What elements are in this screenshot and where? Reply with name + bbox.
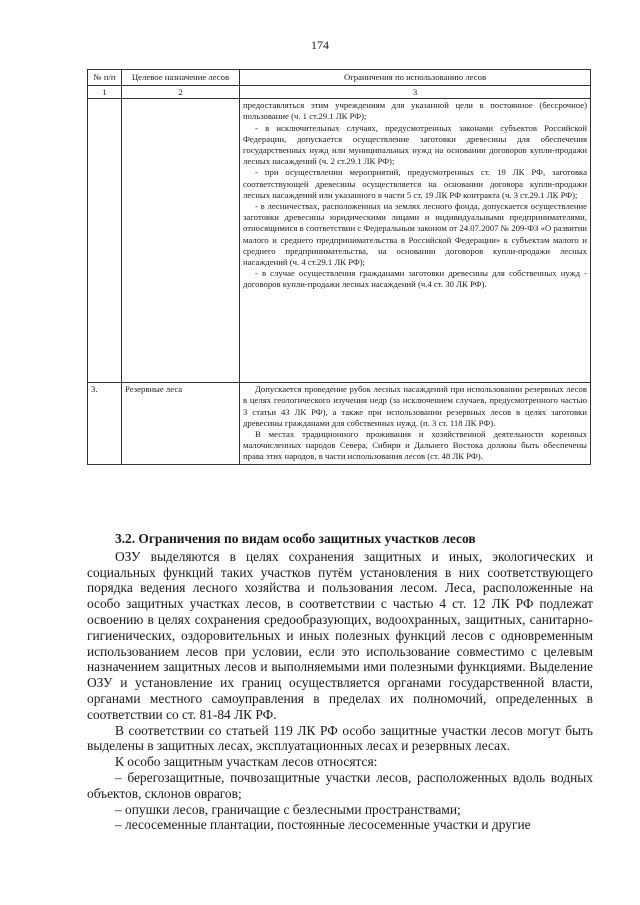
column-number: 1 bbox=[88, 86, 122, 99]
list-item: – опушки лесов, граничащие с безлесными пространствами; bbox=[115, 801, 461, 817]
restriction-paragraph: Допускается проведение рубок лесных насаждений при использовании резервных лесов в целях геологического изучения недр (за исключением случаев, предусмотренного частью 3 статьи 43 ЛК РФ), а также при использовании резервных лесов в целях заготовки древесины гражданами для собственных нужд. (п. 3 ст. 118 ЛК РФ). bbox=[243, 384, 587, 428]
row-purpose: Резервные леса bbox=[122, 383, 240, 464]
column-number-row bbox=[88, 86, 591, 99]
restriction-paragraph: В местах традиционного проживания и хозяйственной деятельности коренных малочисленных народов Севера, Сибири и Дальнего Востока должны быть обеспечены права этих народов, в части использования лесов (ст. 48 ЛК РФ). bbox=[243, 429, 587, 462]
row-restrictions bbox=[240, 383, 591, 464]
row-restrictions bbox=[240, 99, 591, 383]
page-number: 174 bbox=[311, 38, 329, 52]
header-restrictions: Ограничения по использованию лесов bbox=[240, 70, 591, 86]
table-header-row bbox=[88, 70, 591, 86]
restriction-paragraph: - в исключительных случаях, предусмотренных законами субъектов Российской Федерации, допускается осуществление заготовки древесины для обеспечения государственных нужд или муниципальных нужд на основании договоров купли-продажи лесных насаждений (ч. 2 ст.29.1 ЛК РФ); bbox=[243, 122, 587, 167]
restriction-paragraph: - в случае осуществления гражданами заготовки древесины для собственных нужд - договоров купли-продажи лесных насаждений (ч.4 ст. 30 ЛК РФ). bbox=[243, 268, 587, 290]
header-num: № п/п bbox=[88, 70, 122, 86]
table-row bbox=[88, 99, 591, 383]
column-number: 3 bbox=[240, 86, 591, 99]
row-purpose bbox=[122, 99, 240, 383]
section-heading: 3.2. Ограничения по видам особо защитных участков лесов bbox=[115, 531, 476, 546]
section-paragraph: ОЗУ выделяются в целях сохранения защитных и иных, экологических и социальных функций таких участков путём установления в них соответствующего порядка ведения лесного хозяйства и пользования лесом. Леса, расположенные на особо защитных участках лесов, в соответствии с частью 4 ст. 12 ЛК РФ подлежат освоению в целях сохранения средообразующих, водоохранных, защитных, санитарно-гигиенических, оздоровительных и иных полезных функций лесов с одновременным использованием лесов при условии, если это использование совместимо с целевым назначением защитных лесов и выполняемыми ими полезными функциями. Выделение ОЗУ и установление их границ осуществляется органами государственной власти, органами местного самоуправления в пределах их полномочий, определенных в соответствии со ст. 81-84 ЛК РФ. bbox=[87, 548, 593, 722]
list-item: – берегозащитные, почвозащитные участки лесов, расположенных вдоль водных объектов, склонов оврагов; bbox=[87, 769, 593, 801]
restrictions-table bbox=[87, 69, 591, 465]
row-num: 3. bbox=[88, 383, 122, 464]
table-row bbox=[88, 383, 591, 464]
section-body bbox=[87, 531, 593, 833]
section-paragraph: К особо защитным участкам лесов относятся: bbox=[115, 754, 378, 770]
header-purpose: Целевое назначение лесов bbox=[122, 70, 240, 86]
restriction-paragraph: - при осуществлении мероприятий, предусмотренных ст. 19 ЛК РФ, заготовка соответствующей древесины осуществляется на основании договора купли-продажи лесных насаждений или указанного в части 5 ст. 19 ЛК РФ контракта (ч. 3 ст.29.1 ЛК РФ); bbox=[243, 167, 587, 200]
restriction-paragraph: предоставляться этим учреждениям для указанной цели в постоянное (бессрочное) пользование (ч. 1 ст.29.1 ЛК РФ); bbox=[243, 100, 587, 122]
row-num bbox=[88, 99, 122, 383]
restriction-paragraph: - в лесничествах, расположенных на землях лесного фонда, допускается осуществление заготовки древесины юридическими лицами и индивидуальными предпринимателями, относящимися в соответствии с Федеральным законом от 24.07.2007 № 209-ФЗ «О развитии малого и среднего предпринимательства в Российской Федерации» к субъектам малого и среднего предпринимательства, на основании договоров купли-продажи лесных насаждений (ч. 4 ст.29.1 ЛК РФ); bbox=[243, 201, 587, 268]
list-item: – лесосеменные плантации, постоянные лесосеменные участки и другие bbox=[115, 817, 531, 833]
section-paragraph: В соответствии со статьей 119 ЛК РФ особо защитные участки лесов могут быть выделены в защитных лесах, эксплуатационных лесах и резервных лесах. bbox=[87, 722, 593, 754]
column-number: 2 bbox=[122, 86, 240, 99]
